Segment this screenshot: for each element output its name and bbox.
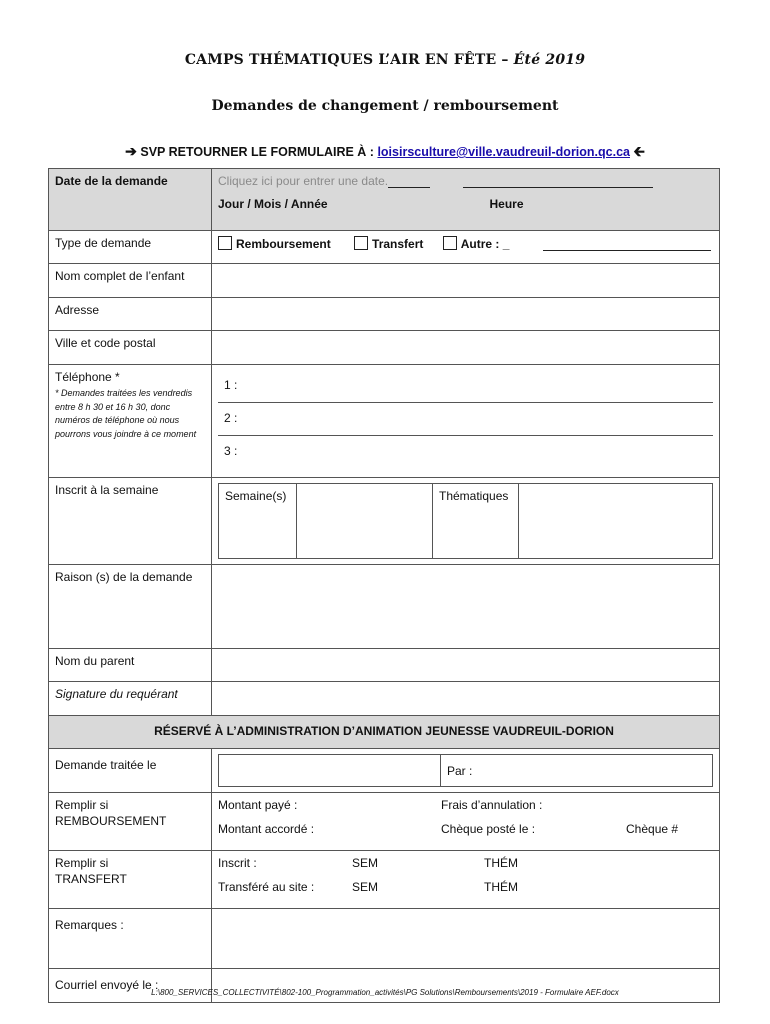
email-sent-label: Courriel envoyé le : — [49, 969, 212, 1003]
email-sent-field[interactable] — [212, 969, 720, 1003]
transferred-field[interactable]: Transféré au site : — [218, 880, 315, 894]
child-name-label: Nom complet de l’enfant — [49, 264, 212, 298]
date-field[interactable] — [212, 169, 720, 231]
city-field[interactable] — [212, 331, 720, 365]
admin-heading: RÉSERVÉ À L’ADMINISTRATION D’ANIMATION JEUNESSE VAUDREUIL-DORION — [49, 716, 720, 749]
hour-input-line[interactable] — [463, 176, 653, 188]
return-instruction: ➔ SVP RETOURNER LE FORMULAIRE À : loisirsculture@ville.vaudreuil-dorion.qc.ca 🡰 — [125, 143, 645, 159]
checkbox-icon — [443, 236, 457, 250]
registered-field[interactable]: Inscrit : — [218, 856, 257, 870]
amount-paid-field[interactable]: Montant payé : — [218, 798, 298, 812]
signature-field[interactable] — [212, 682, 720, 716]
page-title: CAMPS THÉMATIQUES L’AIR EN FÊTE – Été 2019 — [184, 52, 586, 68]
phone-note: * Demandes traitées les vendredis entre 8 h 30 et 16 h 30, donc numéros de téléphone où nous pourrons vous joindre à ce moment — [55, 388, 197, 439]
remarks-field[interactable] — [212, 909, 720, 969]
parent-label: Nom du parent — [49, 649, 212, 682]
arrow-right-icon: ➔ — [125, 143, 137, 159]
treated-date-field[interactable] — [219, 755, 441, 787]
refund-checkbox[interactable]: Remboursement — [218, 237, 331, 251]
date-placeholder[interactable]: Cliquez ici pour entrer une date. — [218, 174, 389, 188]
phone1-field[interactable]: 1 : — [218, 370, 713, 403]
address-field[interactable] — [212, 298, 720, 331]
checkbox-icon — [218, 236, 232, 250]
page-subtitle: Demandes de changement / remboursement — [211, 98, 559, 114]
transferred-sem[interactable]: SEM — [352, 880, 379, 894]
themes-label: Thématiques — [433, 484, 519, 559]
remarks-label: Remarques : — [49, 909, 212, 969]
other-input-line[interactable] — [543, 239, 711, 251]
transferred-them[interactable]: THÉM — [484, 880, 518, 894]
date-sublabel: Jour / Mois / Année — [218, 197, 328, 211]
other-checkbox[interactable]: Autre : _ — [443, 237, 510, 251]
registered-sem[interactable]: SEM — [352, 856, 379, 870]
request-form — [48, 168, 720, 1003]
reason-field[interactable] — [212, 565, 720, 649]
cheque-number-field[interactable]: Chèque # — [626, 822, 679, 836]
cheque-posted-field[interactable]: Chèque posté le : — [441, 822, 536, 836]
week-label: Inscrit à la semaine — [49, 478, 212, 565]
checkbox-icon — [354, 236, 368, 250]
refund-section-label: Remplir si REMBOURSEMENT — [49, 793, 212, 851]
city-label: Ville et code postal — [49, 331, 212, 365]
parent-field[interactable] — [212, 649, 720, 682]
signature-label: Signature du requérant — [49, 682, 212, 716]
transfer-checkbox[interactable]: Transfert — [354, 237, 423, 251]
transfer-section-label: Remplir si TRANSFERT — [49, 851, 212, 909]
weeks-field[interactable] — [297, 484, 433, 559]
phone-label-cell — [49, 365, 212, 478]
themes-field[interactable] — [519, 484, 713, 559]
address-label: Adresse — [49, 298, 212, 331]
reason-label: Raison (s) de la demande — [49, 565, 212, 649]
footer-file-path: L:\800_SERVICES_COLLECTIVITÉ\802-100_Programmation_activités\PG Solutions\Remboursements\2019 - Formulaire AEF.docx — [151, 988, 619, 997]
phone-label: Téléphone * — [55, 370, 120, 384]
phone2-field[interactable]: 2 : — [218, 403, 713, 436]
date-label: Date de la demande — [49, 169, 212, 231]
child-name-field[interactable] — [212, 264, 720, 298]
phone3-field[interactable]: 3 : — [224, 444, 238, 458]
type-label: Type de demande — [49, 231, 212, 264]
return-email-link[interactable]: loisirsculture@ville.vaudreuil-dorion.qc.ca — [377, 145, 630, 159]
amount-granted-field[interactable]: Montant accordé : — [218, 822, 315, 836]
cancel-fee-field[interactable]: Frais d’annulation : — [441, 798, 543, 812]
hour-sublabel: Heure — [489, 197, 524, 211]
registered-them[interactable]: THÉM — [484, 856, 518, 870]
treated-label: Demande traitée le — [49, 749, 212, 793]
weeks-label: Semaine(s) — [219, 484, 297, 559]
arrow-left-icon: 🡰 — [633, 143, 645, 159]
treated-by-field[interactable]: Par : — [441, 755, 713, 787]
